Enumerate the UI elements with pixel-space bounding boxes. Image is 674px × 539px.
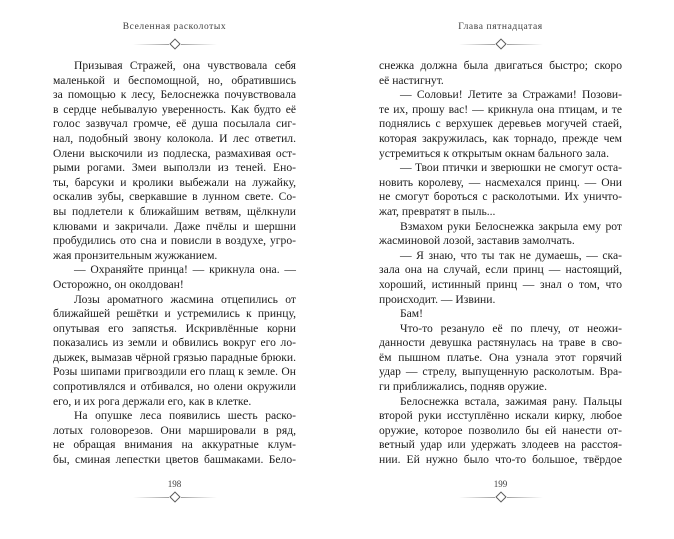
text-line: — Охраняйте принца! — крикнула она. — bbox=[74, 263, 296, 277]
running-head-chapter-title: Глава пятнадцатая bbox=[458, 22, 543, 32]
text-line: дыжек, вымазав чёрной грязью парадные брюки. bbox=[53, 350, 296, 364]
text-line: ём пышном платье. Она узнала этот горячий bbox=[379, 350, 622, 364]
text-line: данности девушка растянулась на траве в сво- bbox=[379, 336, 622, 350]
text-line: маленькой и беспомощной, но, обратившись bbox=[53, 73, 296, 87]
text-line: — Соловьи! Летите за Стражами! Позови- bbox=[400, 88, 622, 102]
page-number: 199 bbox=[493, 479, 508, 489]
text-line: Белоснежка встала, зажимая рану. Пальцы bbox=[400, 394, 622, 408]
footer-diamond-rule-ornament bbox=[379, 493, 622, 501]
text-line: те их, прошу вас! — крикнула она птицам, и те bbox=[379, 102, 622, 116]
header-diamond-rule-ornament bbox=[53, 40, 296, 48]
page-text bbox=[379, 59, 622, 468]
text-line: нал, подобный звону колокола. И лес ответил. bbox=[53, 131, 296, 145]
text-line: жая пронзительным жужжанием. bbox=[53, 248, 218, 262]
text-line: не обращая внимания на аккуратные клум- bbox=[53, 438, 296, 452]
text-line: Взмахом руки Белоснежка закрыла ему рот bbox=[400, 219, 622, 233]
diamond-icon bbox=[495, 38, 506, 49]
text-line: её настигнут. bbox=[379, 73, 444, 87]
text-line: второй руки исступлённо искали кирку, любое bbox=[379, 409, 622, 423]
text-line: Олени выскочили из подлеска, размахивая ост- bbox=[53, 146, 296, 160]
text-line: сопротивлялся и отбивался, но олени окружили bbox=[53, 380, 296, 394]
text-line: голос зазвучал громче, её душа посылала сиг- bbox=[53, 117, 296, 131]
text-line: жат, превратят в пыль... bbox=[379, 204, 496, 218]
text-line: Лозы ароматного жасмина отцепились от bbox=[74, 292, 296, 306]
text-line: ветный удар или удержать злодеев на расстоя- bbox=[379, 438, 622, 452]
ornament-line bbox=[181, 497, 217, 498]
diamond-icon bbox=[169, 491, 180, 502]
text-line: оружие, которое позволило бы ей нанести от- bbox=[379, 423, 622, 437]
text-line: происходит. — Извини. bbox=[379, 292, 496, 306]
header-diamond-rule-ornament bbox=[379, 40, 622, 48]
text-line: Розы шипами пригвоздили его плащ к земле. Он bbox=[53, 365, 296, 379]
page-text bbox=[53, 59, 296, 468]
diamond-icon bbox=[169, 38, 180, 49]
text-line: опутывая его запястья. Искривлённые корни bbox=[53, 321, 296, 335]
text-line: ближайшей решётки и устремились к принцу, bbox=[53, 307, 296, 321]
running-head-book-title: Вселенная расколотых bbox=[122, 22, 227, 32]
text-line: удар — стрелу, выпущенную расколотым. Вра- bbox=[379, 365, 622, 379]
diamond-icon bbox=[495, 491, 506, 502]
ornament-line bbox=[181, 44, 217, 45]
text-line: в сердце небывалую уверенность. Как будто её bbox=[53, 102, 296, 116]
ornament-line bbox=[459, 497, 495, 498]
text-line: Осторожно, он околдован! bbox=[53, 277, 184, 291]
text-line: лотых головорезов. Они маршировали в ряд, bbox=[53, 423, 296, 437]
ornament-line bbox=[133, 44, 169, 45]
text-line: не смогут бороться с расколотыми. Их уничто- bbox=[379, 190, 622, 204]
text-line: за помощью к лесу, Белоснежка почувствовала bbox=[53, 88, 296, 102]
text-line: бы, сминая лепестки цветов башмаками. Бело- bbox=[53, 453, 296, 467]
text-line: хороший, истинный принц — знал о том, что bbox=[379, 277, 622, 291]
text-line: клювами и закричали. Даже пчёлы и шершни bbox=[53, 219, 296, 233]
text-line: поднялись с верхушек деревьев могучей стаей, bbox=[379, 117, 622, 131]
text-line: оскалив зубы, сверкавшие в лунном свете. Со- bbox=[53, 190, 296, 204]
text-line: ги приближались, подняв оружие. bbox=[379, 380, 547, 394]
text-line: — Я знаю, что ты так не думаешь, — ска- bbox=[400, 248, 622, 262]
text-line: устремиться к открытым окнам бального зала. bbox=[379, 146, 609, 160]
ornament-line bbox=[507, 44, 543, 45]
footer-diamond-rule-ornament bbox=[53, 493, 296, 501]
right-page bbox=[337, 0, 674, 539]
text-line: На опушке леса появились шесть раско- bbox=[74, 409, 296, 423]
text-line: которая закружилась, как торнадо, прежде чем bbox=[379, 131, 622, 145]
text-line: ты, барсуки и кролики выбежали на лужайку, bbox=[53, 175, 296, 189]
text-line: пробудились ото сна и повисли в воздухе, угро- bbox=[53, 234, 296, 248]
ornament-line bbox=[459, 44, 495, 45]
page-number: 198 bbox=[167, 479, 182, 489]
text-line: Призывая Стражей, она чувствовала себя bbox=[74, 59, 296, 72]
ornament-line bbox=[133, 497, 169, 498]
text-line: новить королеву, — насмехался принц. — Они bbox=[379, 175, 622, 189]
text-line: зала она на случай, если принц — настоящий, bbox=[379, 263, 622, 277]
text-line: нии. Ей нужно было что-то большое, твёрдое bbox=[379, 453, 622, 467]
text-line: — Твои птички и зверюшки не смогут оста- bbox=[400, 161, 622, 175]
text-line: Бам! bbox=[400, 307, 424, 321]
text-line: его, и их рога держали его, как в клетке. bbox=[53, 394, 252, 408]
text-line: жасминовой лозой, заставив замолчать. bbox=[379, 234, 575, 248]
text-line: показались из земли и обвились вокруг его ло- bbox=[53, 336, 296, 350]
text-line: Что-то резануло её по плечу, от неожи- bbox=[400, 321, 622, 335]
text-line: вы подлетели к ближайшим ветвям, щёлкнули bbox=[53, 204, 296, 218]
text-line: рыми рогами. Змеи выползли из теней. Ено- bbox=[53, 161, 296, 175]
text-line: снежка должна была двигаться быстро; скоро bbox=[379, 59, 622, 72]
ornament-line bbox=[507, 497, 543, 498]
